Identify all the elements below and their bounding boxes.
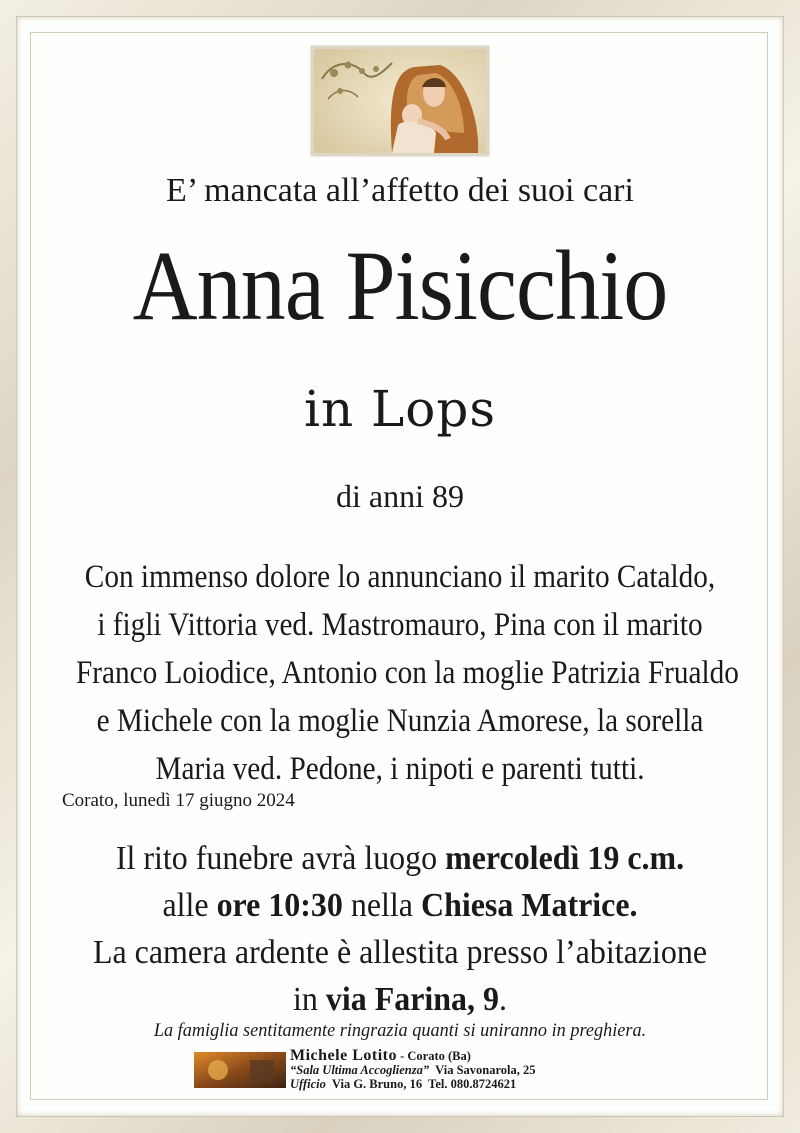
hall-address: Via Savonarola, 25 [435, 1063, 536, 1077]
rite-text: Il rito funebre avrà luogo [115, 840, 446, 877]
age-line: di anni 89 [336, 478, 464, 514]
married-name: in Lops [303, 380, 497, 438]
announcement-line: Maria ved. Pedone, i nipoti e parenti tutti. [155, 751, 645, 787]
intro-line: E’ mancata all’affetto dei suoi cari [166, 172, 634, 209]
footer-hall-line [290, 1063, 620, 1077]
announcement-line: Con immenso dolore lo annunciano il marito Cataldo, [84, 559, 716, 595]
announcement-line: i figli Vittoria ved. Mastromauro, Pina con il marito [97, 607, 703, 643]
funeral-home-info [290, 1049, 620, 1091]
rite-church: Chiesa Matrice. [420, 887, 638, 924]
office-address: Via G. Bruno, 16 [331, 1077, 423, 1091]
rite-time: ore 10:30 [216, 887, 343, 924]
hall-name: “Sala Ultima Accoglienza” [290, 1063, 430, 1077]
announcement-line: e Michele con la moglie Nunzia Amorese, la sorella [96, 703, 704, 739]
rite-line-1 [62, 835, 739, 882]
company-city: - Corato (Ba) [400, 1049, 471, 1063]
rite-address: via Farina, 9 [325, 981, 499, 1018]
funeral-home-logo [194, 1052, 286, 1088]
rite-text: in [293, 981, 326, 1018]
rite-line-3: La camera ardente è allestita presso l’abitazione [92, 934, 708, 971]
thanks-line: La famiglia sentitamente ringrazia quanti si uniranno in preghiera. [153, 1020, 647, 1041]
office-label: Ufficio [290, 1077, 326, 1091]
rite-date: mercoledì 19 c.m. [445, 840, 685, 877]
deceased-name: Anna Pisicchio [132, 230, 668, 341]
footer-office-line [290, 1077, 620, 1091]
madonna-and-child-image [311, 46, 489, 156]
rite-line-2 [62, 882, 739, 929]
madonna-image-art [314, 49, 486, 153]
rite-text: . [498, 981, 507, 1018]
funeral-details [62, 835, 739, 1023]
rite-text: alle [162, 887, 217, 924]
company-name: Michele Lotito [290, 1047, 397, 1064]
rite-text: nella [342, 887, 421, 924]
logo-icon [194, 1052, 286, 1088]
phone-number: Tel. 080.8724621 [428, 1077, 517, 1091]
footer-company-line [290, 1049, 620, 1063]
rite-line-4 [62, 976, 739, 1023]
place-date: Corato, lunedì 17 giugno 2024 [62, 790, 295, 811]
announcement-line: Franco Loiodice, Antonio con la moglie Patrizia Frualdo [76, 655, 739, 691]
announcement-body [76, 553, 739, 793]
